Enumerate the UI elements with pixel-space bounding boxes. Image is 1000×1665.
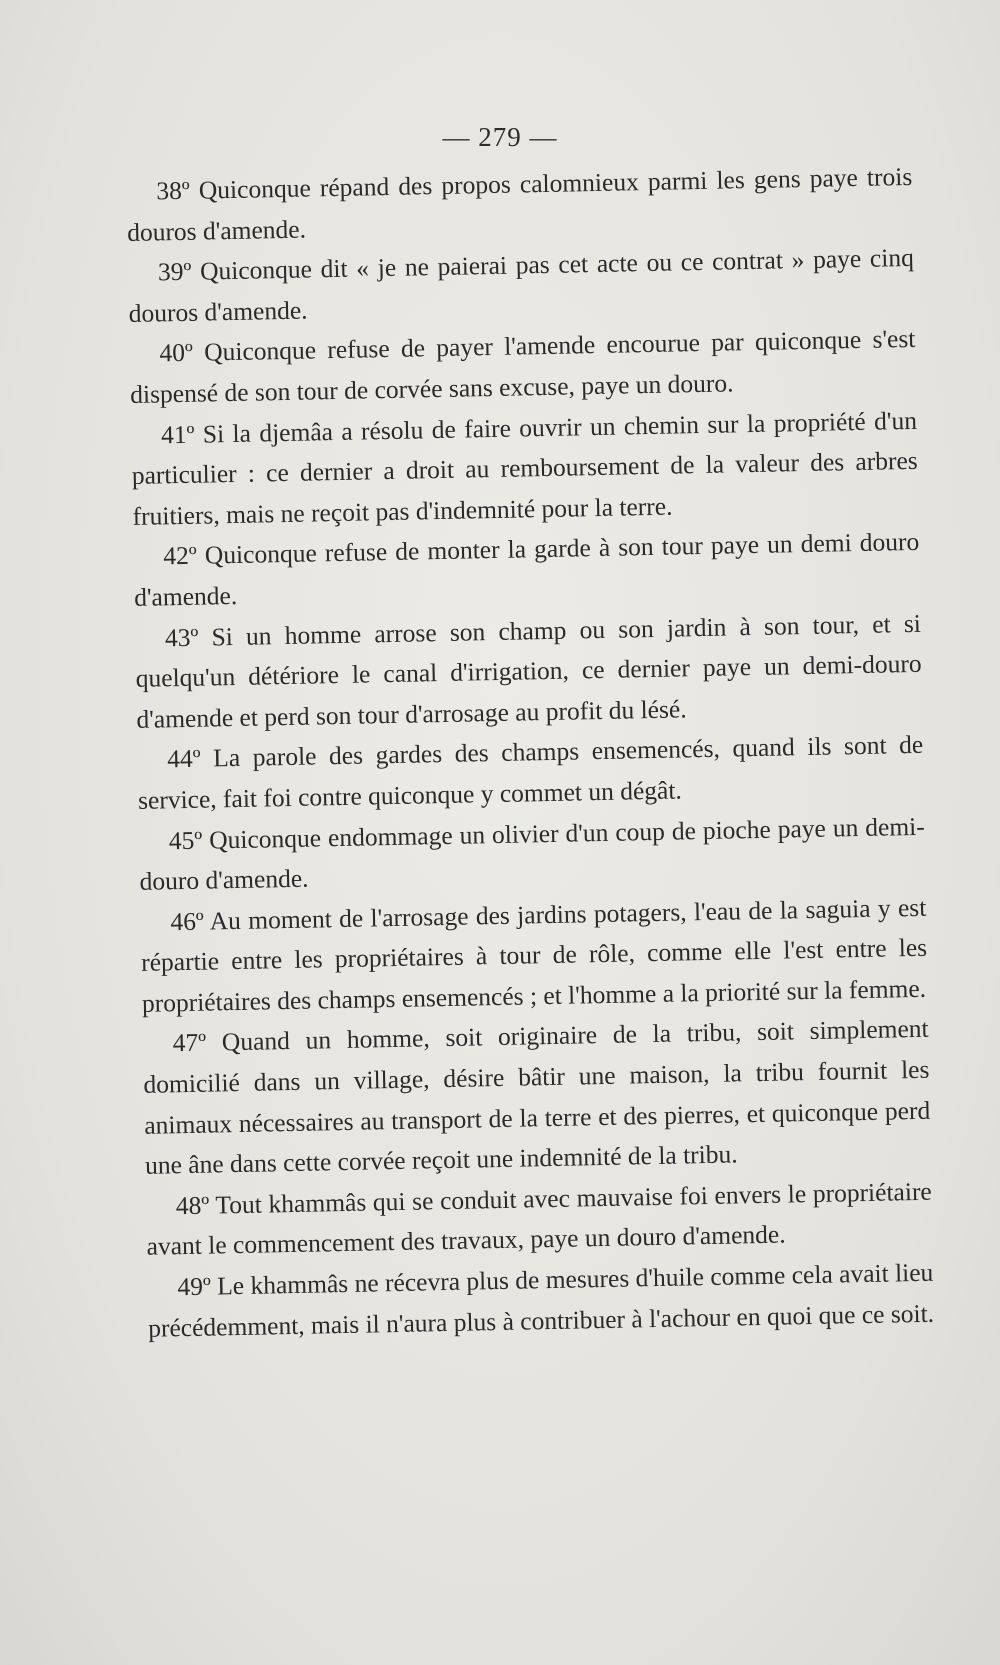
article-47: 47º Quand un homme, soit originaire de la tribu, soit simplement domicilié dans un village, désire bâtir une maison, la tribu fournit les animaux nécessaires au transport de la terre et des pierres, et quiconque perd une âne dans cette corvée reçoit une indemnité de la tribu. (143, 1014, 931, 1181)
article-45: 45º Quiconque endommage un olivier d'un coup de pioche paye un demi-douro d'amende. (139, 811, 925, 896)
article-42: 42º Quiconque refuse de monter la garde à son tour paye un demi douro d'amende. (133, 527, 920, 612)
article-46: 46º Au moment de l'arrosage des jardins potagers, l'eau de la saguia y est répartie entre les propriétaires à tour de rôle, comme elle l'est entre les propriétaires des champs ensemencés ; et l'homme a la priorité sur la femme. (140, 892, 928, 1018)
article-39: 39º Quiconque dit « je ne paierai pas cet acte ou ce contrat » paye cinq douros d'amende. (128, 243, 915, 328)
article-48: 48º Tout khammâs qui se conduit avec mauvaise foi envers le propriétaire avant le commencement des travaux, paye un douro d'amende. (146, 1176, 932, 1262)
article-43: 43º Si un homme arrose son champ ou son jardin à son tour, et si quelqu'un détériore le canal d'irrigation, ce dernier paye un demi-douro d'amende et perd son tour d'arrosage au profit du lésé. (135, 608, 922, 734)
article-list (126, 157, 934, 1349)
article-44: 44º La parole des gardes des champs ensemencés, quand ils sont de service, fait foi contre quiconque y commet un dégât. (137, 730, 924, 815)
page-number: — 279 — (442, 122, 558, 152)
article-41: 41º Si la djemâa a résolu de faire ouvrir un chemin sur la propriété d'un particulier : ce dernier a droit au remboursement de la valeur des arbres fruitiers, mais ne reçoit pas d'indemnité pour la terre. (131, 405, 918, 531)
article-38: 38º Quiconque répand des propos calomnieux parmi les gens paye trois douros d'amende. (126, 161, 913, 247)
article-49: 49º Le khammâs ne récevra plus de mesures d'huile comme cela avait lieu précédemment, mais il n'aura plus à contribuer à l'achour en quoi que ce soit. (147, 1257, 935, 1343)
article-40: 40º Quiconque refuse de payer l'amende encourue par quiconque s'est dispensé de son tour de corvée sans excuse, paye un douro. (129, 324, 916, 409)
